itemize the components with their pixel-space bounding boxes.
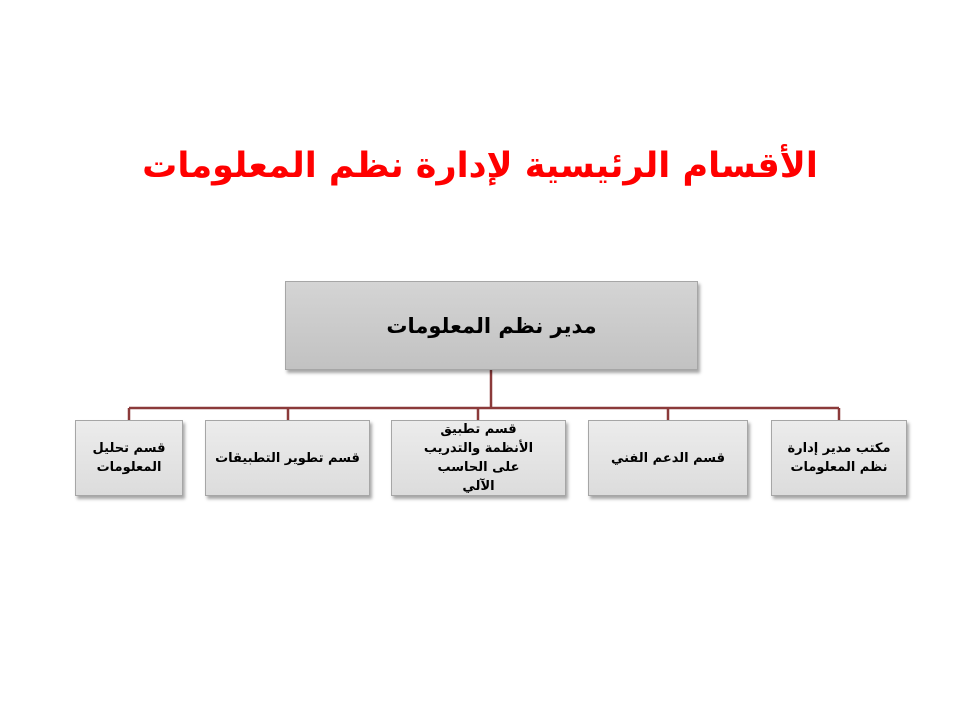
- child-node-box: [771, 420, 907, 496]
- child-node-label: قسم تحليل المعلومات: [92, 441, 166, 475]
- child-node-label: مكتب مدير إدارة نظم المعلومات: [787, 441, 891, 475]
- child-node-label: قسم تطوير التطبيقات: [215, 450, 360, 466]
- child-node-box: [205, 420, 370, 496]
- child-node-box: [391, 420, 566, 496]
- root-node-label: مدير نظم المعلومات: [386, 313, 597, 338]
- child-node-box: [588, 420, 748, 496]
- child-node-label: قسم تطبيق الأنظمة والتدريب على الحاسب الآلي: [423, 422, 534, 494]
- root-node-box: [285, 281, 698, 370]
- child-node-label: قسم الدعم الفني: [610, 450, 726, 466]
- page-title: الأقسام الرئيسية لإدارة نظم المعلومات: [142, 146, 818, 186]
- child-node-box: [75, 420, 183, 496]
